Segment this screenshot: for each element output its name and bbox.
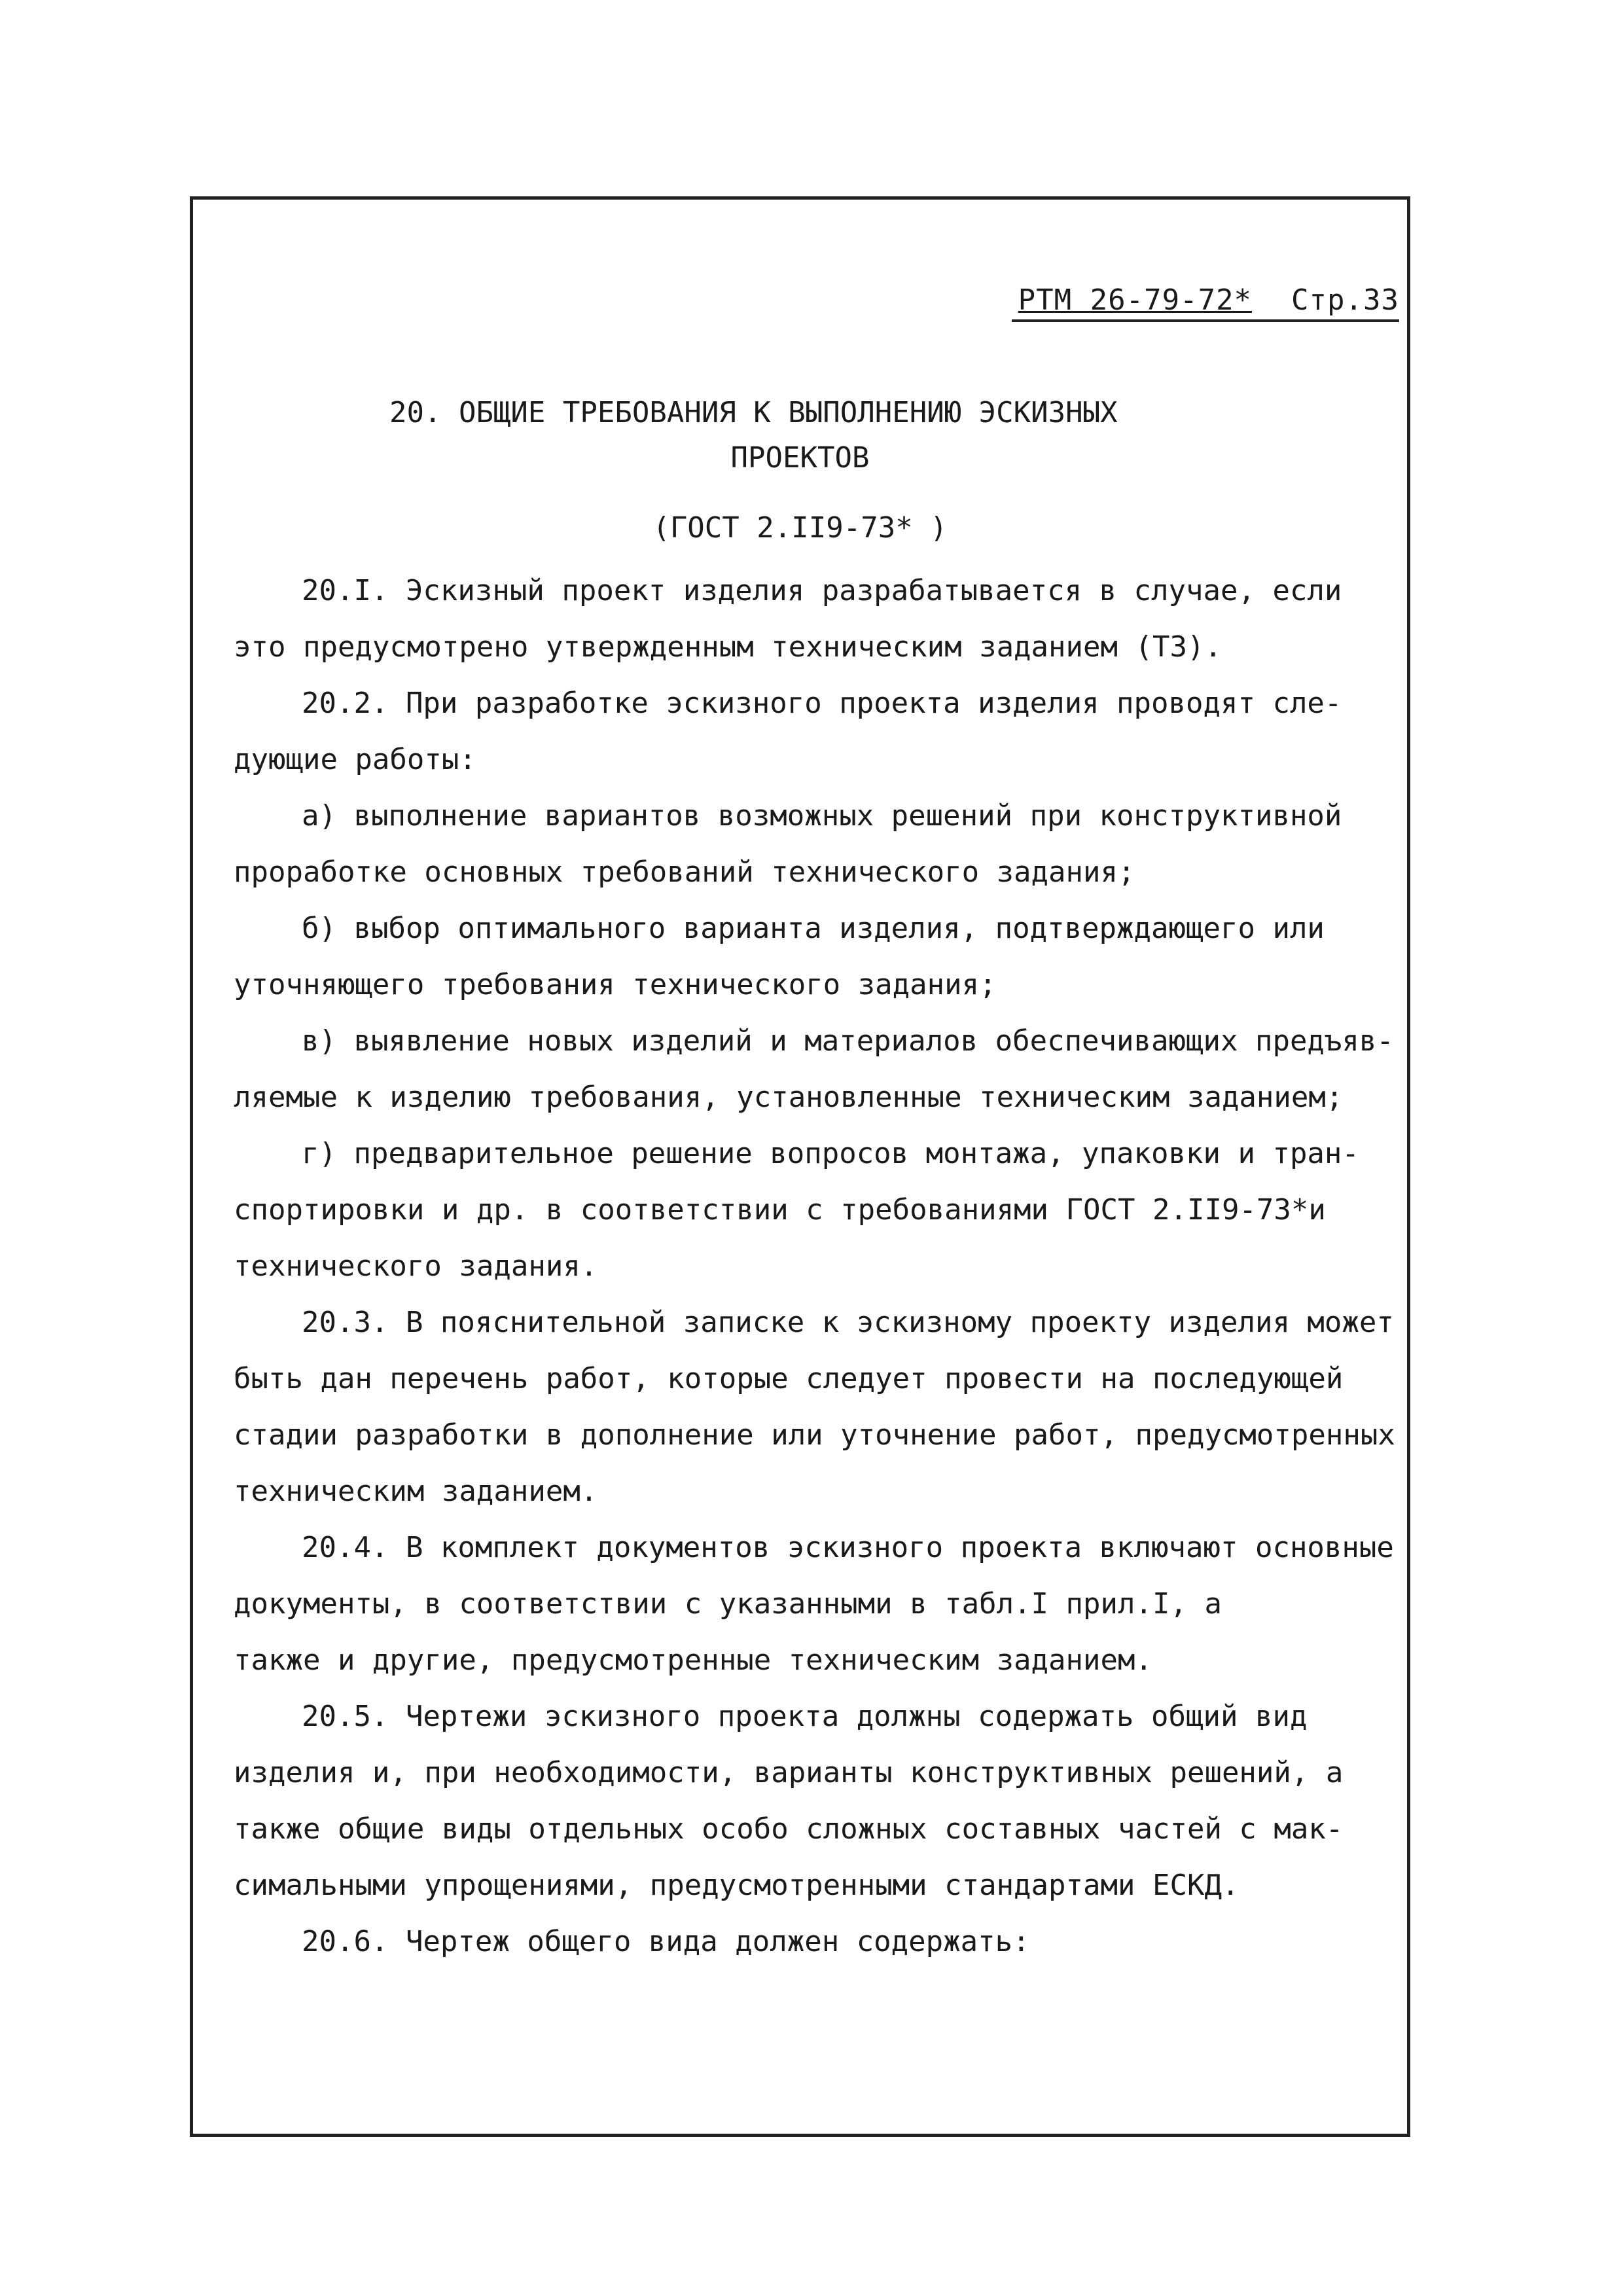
- text-line: 20.I. Эскизный проект изделия разрабатывается в случае, если: [302, 574, 1342, 607]
- page-number: Стр.33: [1291, 283, 1399, 317]
- text-line: также общие виды отдельных особо сложных составных частей с мак-: [234, 1812, 1344, 1846]
- text-line: спортировки и др. в соответствии с требованиями ГОСТ 2.II9-73*и: [234, 1193, 1326, 1227]
- text-line: а) выполнение вариантов возможных решений при конструктивной: [302, 799, 1342, 833]
- text-line: дующие работы:: [234, 743, 476, 776]
- text-line: также и другие, предусмотренные техническим заданием.: [234, 1643, 1152, 1677]
- text-line: технического задания.: [234, 1249, 598, 1283]
- text-line: в) выявление новых изделий и материалов обеспечивающих предъяв-: [302, 1024, 1394, 1058]
- text-line: уточняющего требования технического задания;: [234, 968, 997, 1001]
- text-line: 20.5. Чертежи эскизного проекта должны содержать общий вид: [302, 1700, 1308, 1733]
- text-line: 20.2. При разработке эскизного проекта изделия проводят сле-: [302, 687, 1342, 720]
- page-header: [1012, 283, 1399, 322]
- section-title-line-1: 20. ОБЩИЕ ТРЕБОВАНИЯ К ВЫПОЛНЕНИЮ ЭСКИЗНЫХ: [389, 396, 1118, 429]
- text-line: техническим заданием.: [234, 1475, 598, 1508]
- text-line: проработке основных требований технического задания;: [234, 855, 1135, 889]
- text-line: 20.6. Чертеж общего вида должен содержать:: [302, 1925, 1030, 1958]
- text-line: 20.3. В пояснительной записке к эскизному проекту изделия может: [302, 1306, 1394, 1339]
- page-frame: [190, 196, 1410, 2137]
- text-line: документы, в соответствии с указанными в табл.I прил.I, а: [234, 1587, 1222, 1621]
- text-line: ляемые к изделию требования, установленные техническим заданием;: [234, 1081, 1344, 1114]
- text-line: изделия и, при необходимости, варианты конструктивных решений, а: [234, 1756, 1344, 1789]
- text-line: стадии разработки в дополнение или уточнение работ, предусмотренных: [234, 1418, 1395, 1452]
- text-line: быть дан перечень работ, которые следует провести на последующей: [234, 1362, 1344, 1395]
- section-title: [193, 396, 1407, 545]
- text-line: г) предварительное решение вопросов монтажа, упаковки и тран-: [302, 1137, 1359, 1170]
- text-line: б) выбор оптимального варианта изделия, подтверждающего или: [302, 912, 1325, 945]
- section-title-line-2: ПРОЕКТОВ: [730, 441, 870, 475]
- text-line: это предусмотрено утвержденным техническим заданием (ТЗ).: [234, 630, 1222, 664]
- document-number: РТМ 26-79-72*: [1018, 283, 1253, 317]
- text-line: 20.4. В комплект документов эскизного проекта включают основные: [302, 1531, 1394, 1564]
- section-title-standard: (ГОСТ 2.II9-73* ): [652, 511, 948, 545]
- text-line: симальными упрощениями, предусмотренными стандартами ЕСКД.: [234, 1869, 1240, 1902]
- body-text: [234, 563, 1405, 1970]
